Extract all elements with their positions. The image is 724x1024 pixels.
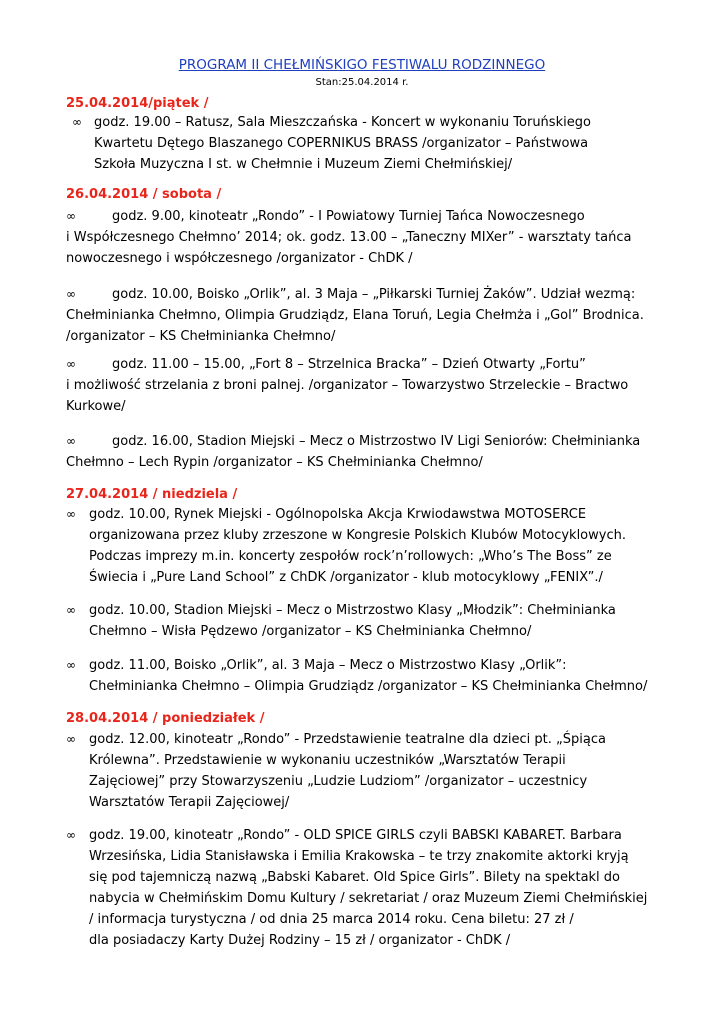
bullet-icon: ∞ (66, 828, 76, 842)
status-date: Stan:25.04.2014 r. (315, 77, 409, 88)
event-item: godz. 10.00, Rynek Miejski - Ogólnopolska Akcja Krwiodawstwa MOTOSERCE organizowana przez kluby zrzeszone w Kongresie Polskich Klubów Motocyklowych. Podczas imprezy m.in. koncerty zespołów rock’n’rollowych: „Who’s The Boss” ze Świecia i „Pure Land School” z ChDK /organizator - klub motocyklowy „FENIX”./ (89, 507, 626, 585)
bullet-icon: ∞ (66, 507, 76, 521)
bullet-icon: ∞ (72, 115, 82, 129)
event-item: godz. 11.00, Boisko „Orlik”, al. 3 Maja – Mecz o Mistrzostwo Klasy „Orlik”: Chełminianka Chełmno – Olimpia Grudziądz /organizator – KS Chełminianka Chełmno/ (89, 658, 648, 694)
bullet-icon: ∞ (66, 658, 76, 672)
event-item: godz. 19.00 – Ratusz, Sala Mieszczańska - Koncert w wykonaniu Toruńskiego Kwartetu Dętego Blaszanego COPERNIKUS BRASS /organizator – Państwowa Szkoła Muzyczna I st. w Chełmnie i Muzeum Ziemi Chełmińskiej/ (94, 115, 591, 172)
page-title: PROGRAM II CHEŁMIŃSKIGO FESTIWALU RODZINNEGO (178, 57, 546, 73)
bullet-icon: ∞ (66, 209, 76, 223)
day-heading-26: 26.04.2014 / sobota / (66, 187, 222, 202)
event-item: godz. 19.00, kinoteatr „Rondo” - OLD SPICE GIRLS czyli BABSKI KABARET. Barbara Wrzesińska, Lidia Stanisławska i Emilia Krakowska – te trzy znakomite aktorki kryją się pod tajemniczą nazwą „Babski Kabaret. Old Spice Girls”. Bilety na spektakl do nabycia w Chełmińskim Domu Kultury / sekretariat / oraz Muzeum Ziemi Chełmińskiej / informacja turystyczna / od dnia 25 marca 2014 roku. Cena biletu: 27 zł / dla posiadaczy Karty Dużej Rodziny – 15 zł / organizator - ChDK / (89, 828, 648, 948)
event-item: godz. 11.00 – 15.00, „Fort 8 – Strzelnica Bracka” – Dzień Otwarty „Fortu” i możliwość strzelania z broni palnej. /organizator – Towarzystwo Strzeleckie – Bractwo Kurkowe/ (66, 357, 629, 414)
bullet-icon: ∞ (66, 603, 76, 617)
event-item: godz. 16.00, Stadion Miejski – Mecz o Mistrzostwo IV Ligi Seniorów: Chełminianka Chełmno – Lech Rypin /organizator – KS Chełminianka Chełmno/ (66, 434, 641, 470)
bullet-icon: ∞ (66, 357, 76, 371)
day-heading-25: 25.04.2014/piątek / (66, 96, 209, 111)
day-heading-28: 28.04.2014 / poniedziałek / (66, 711, 265, 726)
event-item: godz. 10.00, Stadion Miejski – Mecz o Mistrzostwo Klasy „Młodzik”: Chełminianka Chełmno – Wisła Pędzewo /organizator – KS Chełminianka Chełmno/ (89, 603, 616, 639)
bullet-icon: ∞ (66, 732, 76, 746)
event-item: godz. 10.00, Boisko „Orlik”, al. 3 Maja – „Piłkarski Turniej Żaków”. Udział wezmą: Chełminianka Chełmno, Olimpia Grudziądz, Elana Toruń, Legia Chełmża i „Gol” Brodnica. /organizator – KS Chełminianka Chełmno/ (66, 287, 644, 344)
day-heading-27: 27.04.2014 / niedziela / (66, 487, 238, 502)
bullet-icon: ∞ (66, 434, 76, 448)
event-item: godz. 12.00, kinoteatr „Rondo” - Przedstawienie teatralne dla dzieci pt. „Śpiąca Królewna”. Przedstawienie w wykonaniu uczestników „Warsztatów Terapii Zajęciowej” przy Stowarzyszeniu „Ludzie Ludziom” /organizator – uczestnicy Warsztatów Terapii Zajęciowej/ (89, 732, 606, 810)
bullet-icon: ∞ (66, 287, 76, 301)
event-item: godz. 9.00, kinoteatr „Rondo” - I Powiatowy Turniej Tańca Nowoczesnego i Współczesnego Chełmno’ 2014; ok. godz. 13.00 – „Taneczny MIXer” - warsztaty tańca nowoczesnego i współczesnego /organizator - ChDK / (66, 209, 632, 266)
